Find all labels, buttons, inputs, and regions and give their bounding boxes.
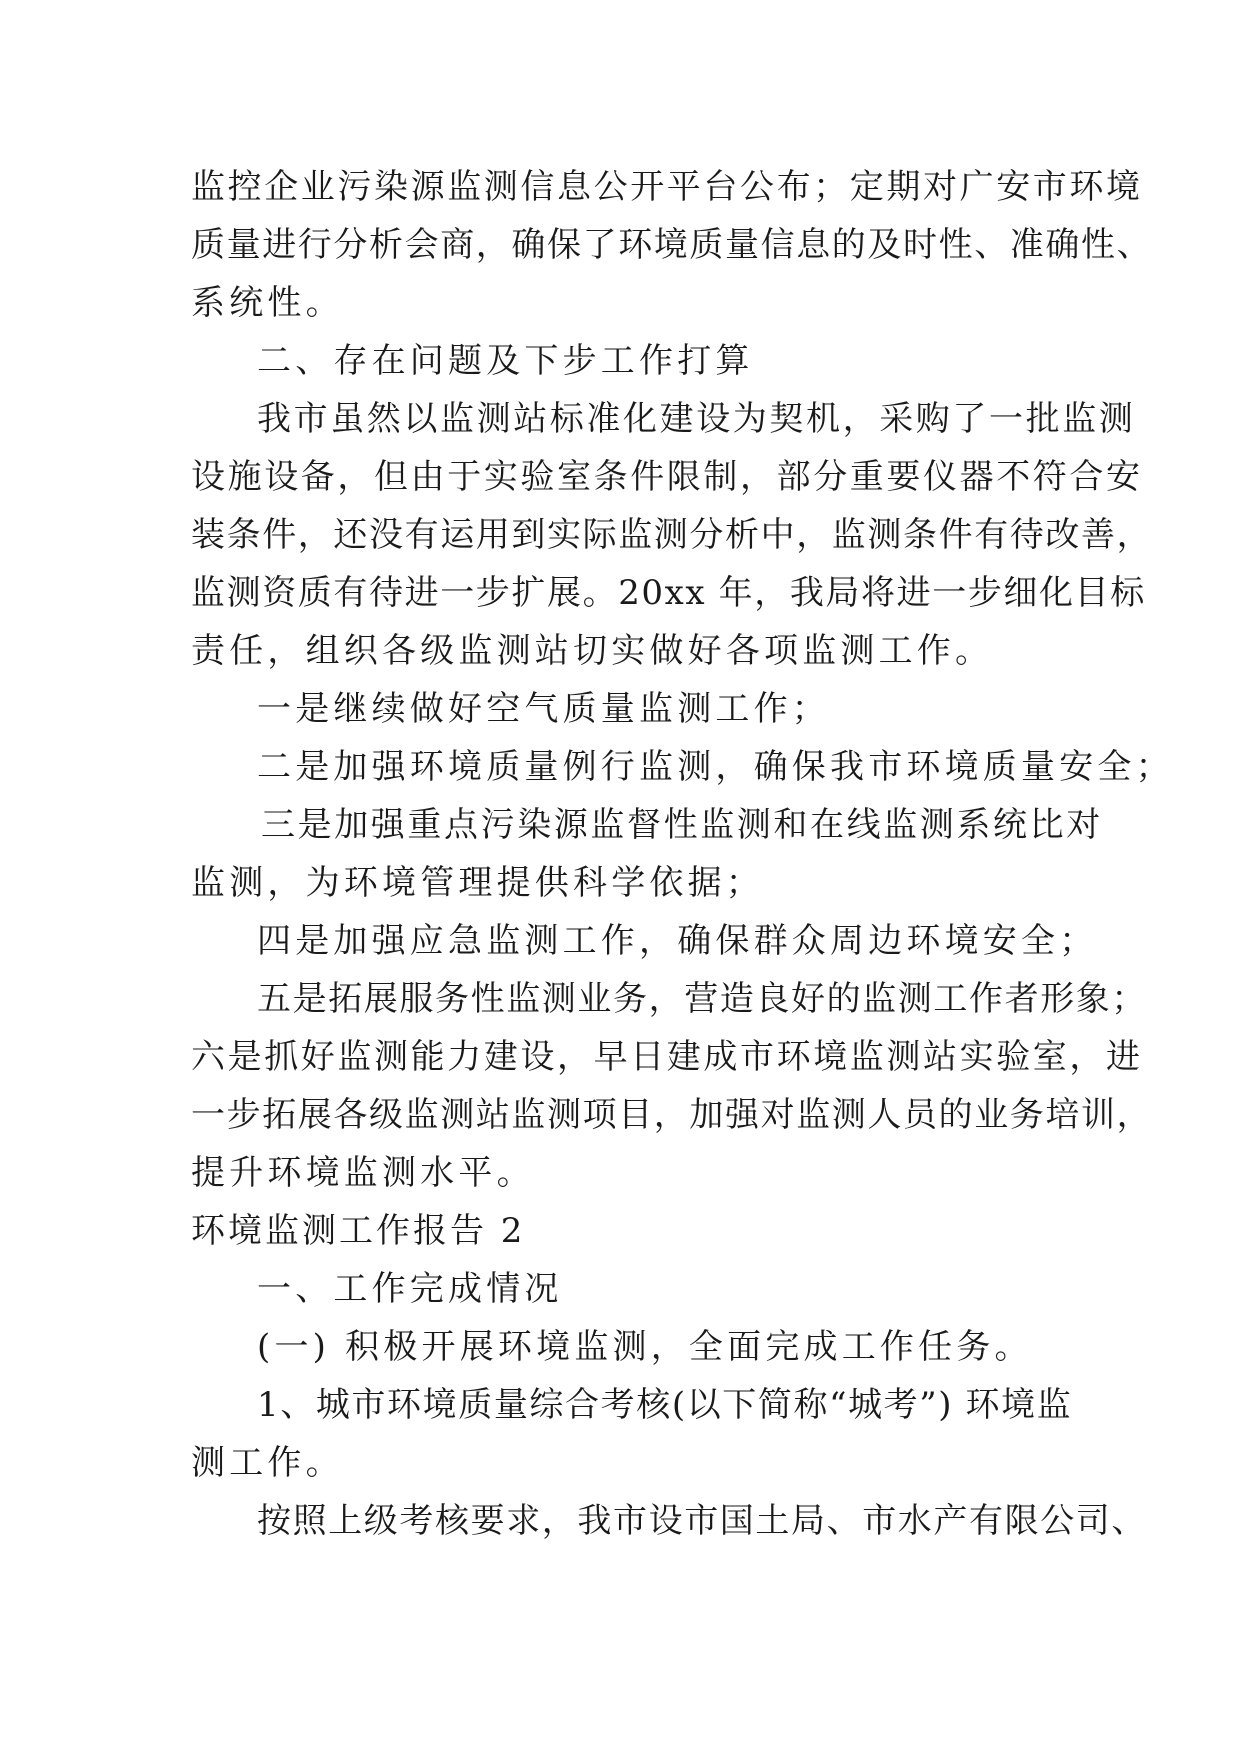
section-heading: 一、工作完成情况	[257, 1269, 563, 1309]
document-body	[191, 158, 1174, 1550]
numbered-item-continuation: 测工作。	[191, 1443, 344, 1483]
list-item: 三是加强重点污染源监督性监测和在线监测系统比对	[261, 805, 1103, 845]
list-item-continuation: 一步拓展各级监测站监测项目，加强对监测人员的业务培训，	[191, 1095, 1153, 1135]
paragraph-line: 责任，组织各级监测站切实做好各项监测工作。	[191, 631, 994, 671]
subsection-heading: (一) 积极开展环境监测，全面完成工作任务。	[257, 1327, 1033, 1367]
list-item-continuation: 监测，为环境管理提供科学依据；	[191, 863, 764, 903]
numbered-item: 1、城市环境质量综合考核(以下简称“城考”) 环境监	[257, 1385, 1073, 1425]
list-item: 六是抓好监测能力建设，早日建成市环境监测站实验室，进	[191, 1037, 1143, 1077]
paragraph-line: 系统性。	[191, 283, 344, 323]
document-section-title: 环境监测工作报告 2	[191, 1211, 526, 1251]
section-heading: 二、存在问题及下步工作打算	[257, 341, 754, 381]
paragraph-line: 设施设备，但由于实验室条件限制，部分重要仪器不符合安	[191, 457, 1143, 497]
list-item: 二是加强环境质量例行监测，确保我市环境质量安全；	[257, 747, 1174, 787]
list-item: 一是继续做好空气质量监测工作；	[257, 689, 830, 729]
paragraph-line: 装条件，还没有运用到实际监测分析中，监测条件有待改善，	[191, 515, 1153, 555]
paragraph-line: 监测资质有待进一步扩展。20xx 年，我局将进一步细化目标	[191, 573, 1146, 613]
list-item-continuation: 提升环境监测水平。	[191, 1153, 535, 1193]
list-item: 五是拓展服务性监测业务，营造良好的监测工作者形象；	[257, 979, 1147, 1019]
list-item: 四是加强应急监测工作，确保群众周边环境安全；	[257, 921, 1098, 961]
paragraph-line: 按照上级考核要求，我市设市国土局、市水产有限公司、	[257, 1501, 1147, 1541]
paragraph-line: 我市虽然以监测站标准化建设为契机，采购了一批监测	[257, 399, 1136, 439]
paragraph-line: 监控企业污染源监测信息公开平台公布；定期对广安市环境	[191, 167, 1143, 207]
paragraph-line: 质量进行分析会商，确保了环境质量信息的及时性、准确性、	[191, 225, 1153, 265]
